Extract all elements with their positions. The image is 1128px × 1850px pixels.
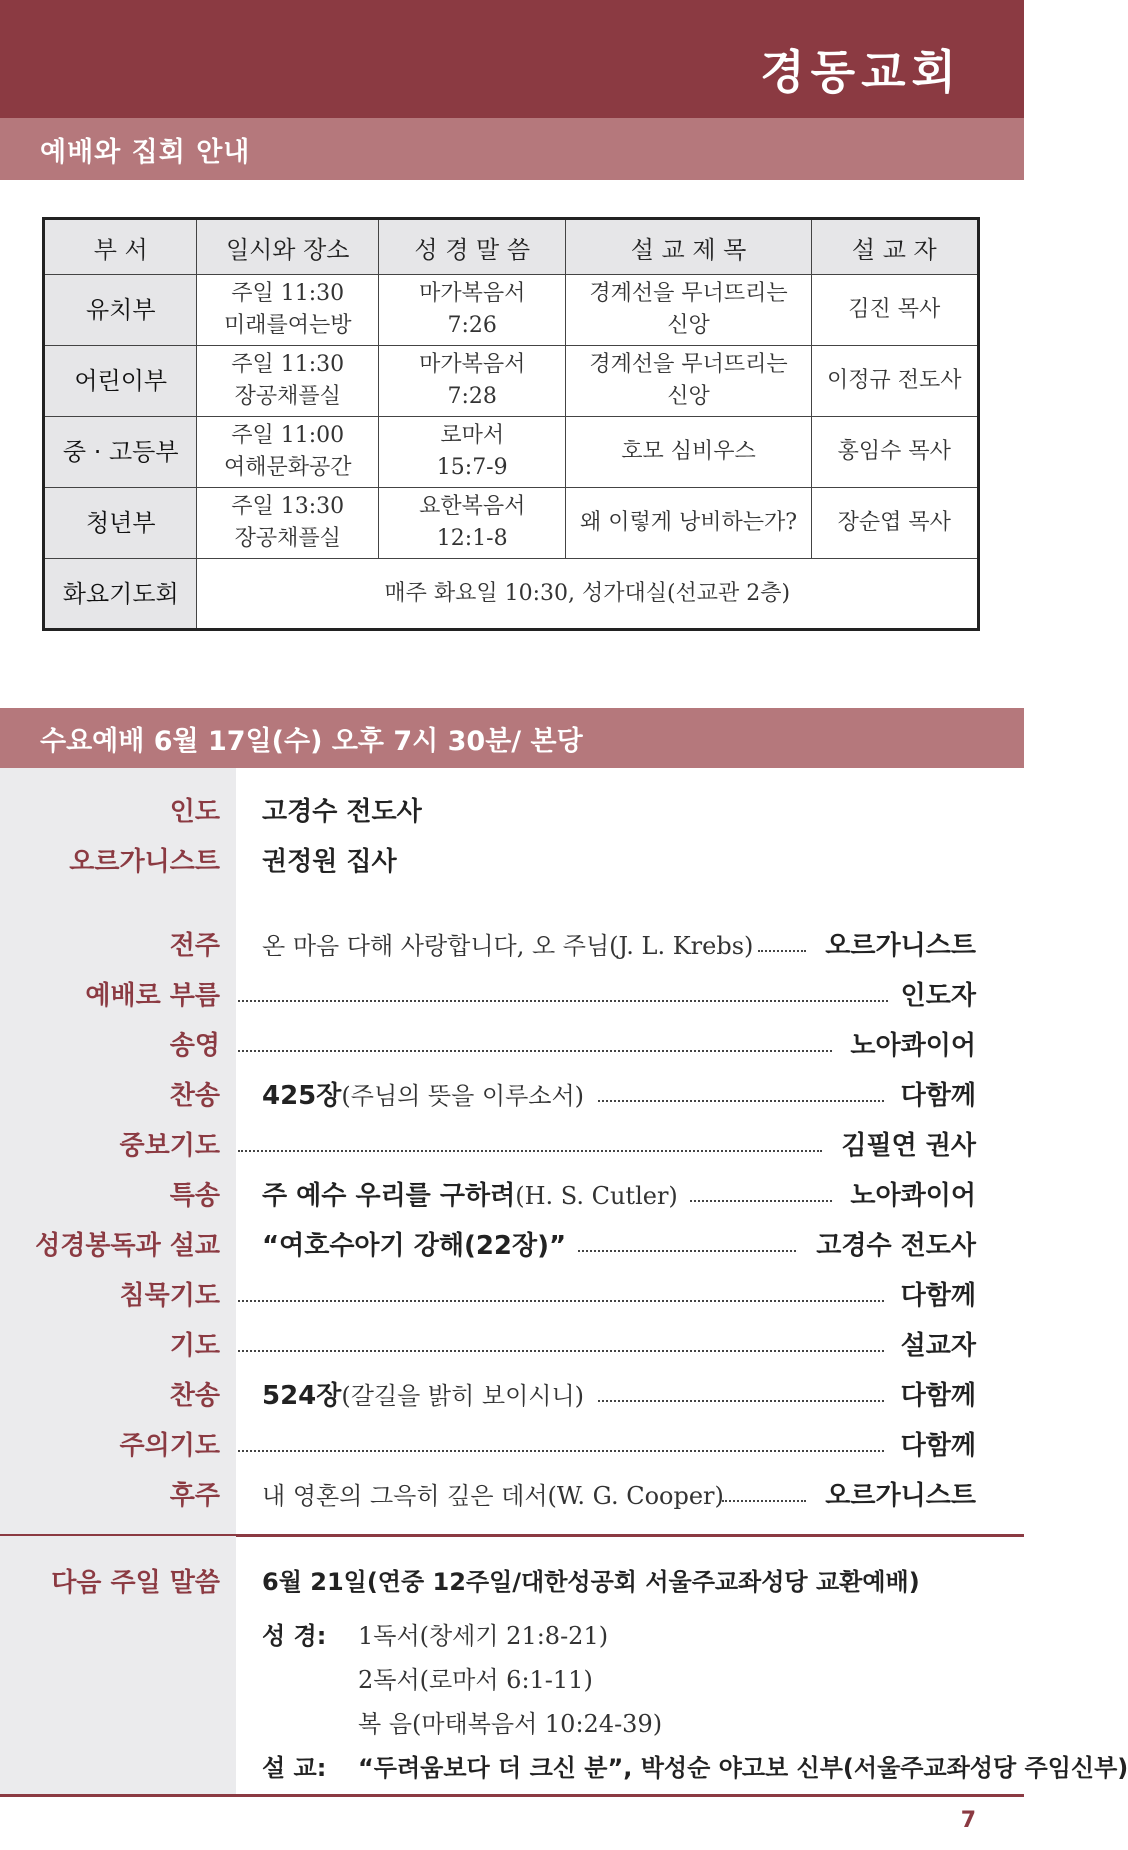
row-performer: 다함께 [900, 1081, 976, 1111]
next-week-label: 다음 주일 말씀 [51, 1568, 220, 1598]
service-row [0, 976, 1024, 1016]
row-label: 침묵기도 [119, 1281, 220, 1311]
row-content: 권정원 집사 [262, 847, 397, 877]
row-content: 온 마음 다해 사랑합니다, 오 주님(J. L. Krebs) [262, 932, 754, 960]
scripture-cell: 마가복음서 7:28 [378, 346, 565, 417]
dept-cell: 유치부 [44, 275, 197, 346]
row-performer: 노아콰이어 [850, 1031, 976, 1061]
table-row-prayer [44, 559, 979, 630]
dot-leader [238, 1450, 884, 1452]
row-content: 고경수 전도사 [262, 797, 422, 827]
service-order [0, 768, 1024, 1536]
time-cell: 주일 11:30 장공채플실 [197, 346, 379, 417]
row-performer: 설교자 [900, 1331, 976, 1361]
row-performer: 인도자 [900, 981, 976, 1011]
col-header-preacher: 설 교 자 [811, 219, 978, 275]
row-performer: 오르가니스트 [825, 1481, 976, 1511]
service-row [0, 1176, 1024, 1216]
service-row [0, 926, 1024, 966]
dot-leader [690, 1200, 832, 1202]
row-label: 성경봉독과 설교 [35, 1231, 220, 1261]
dot-leader [238, 1300, 884, 1302]
dot-leader [238, 1000, 888, 1002]
scripture-cell: 로마서 15:7-9 [378, 417, 565, 488]
section-title-wednesday: 수요예배 6월 17일(수) 오후 7시 30분/ 본당 [0, 708, 1024, 768]
row-performer: 다함께 [900, 1381, 976, 1411]
dot-leader [578, 1250, 796, 1252]
next-week-scripture: 성 경: 1독서(창세기 21:8-21) [262, 1622, 609, 1650]
service-row-organist [0, 842, 1024, 882]
service-row [0, 1326, 1024, 1366]
row-label: 예배로 부름 [85, 981, 220, 1011]
time-cell: 주일 13:30 장공채플실 [197, 488, 379, 559]
service-row [0, 1076, 1024, 1116]
service-row-leader [0, 792, 1024, 832]
col-header-dept: 부 서 [44, 219, 197, 275]
dot-leader [238, 1350, 884, 1352]
time-cell: 주일 11:30 미래를여는방 [197, 275, 379, 346]
dept-cell: 화요기도회 [44, 559, 197, 630]
service-row [0, 1126, 1024, 1166]
page-number: 7 [960, 1808, 976, 1833]
row-content: 524장(갈길을 밝히 보이시니) [262, 1381, 585, 1411]
next-week-sermon: 설 교: “두려움보다 더 크신 분”, 박성순 야고보 신부(서울주교좌성당 주임신부) [262, 1754, 1128, 1782]
schedule-table [42, 217, 980, 631]
dot-leader [238, 1050, 832, 1052]
title-cell: 왜 이렇게 낭비하는가? [566, 488, 811, 559]
page-header [0, 0, 1024, 118]
row-label: 인도 [169, 797, 220, 827]
table-header-row [44, 219, 979, 275]
preacher-cell: 김진 목사 [811, 275, 978, 346]
row-label: 후주 [169, 1481, 220, 1511]
row-label: 주의기도 [119, 1431, 220, 1461]
dot-leader [238, 1150, 822, 1152]
next-week-date: 6월 21일(연중 12주일/대한성공회 서울주교좌성당 교환예배) [262, 1568, 920, 1596]
dot-leader [598, 1400, 884, 1402]
dept-cell: 어린이부 [44, 346, 197, 417]
dot-leader [758, 950, 806, 952]
col-header-title: 설 교 제 목 [566, 219, 811, 275]
row-performer: 고경수 전도사 [816, 1231, 976, 1261]
next-week-reading: 2독서(로마서 6:1-11) [358, 1666, 593, 1694]
row-label: 전주 [169, 931, 220, 961]
title-cell: 경계선을 무너뜨리는 신앙 [566, 275, 811, 346]
prayer-info-cell: 매주 화요일 10:30, 성가대실(선교관 2층) [197, 559, 979, 630]
preacher-cell: 이정규 전도사 [811, 346, 978, 417]
next-week-reading: 복 음(마태복음서 10:24-39) [358, 1710, 663, 1738]
time-cell: 주일 11:00 여해문화공간 [197, 417, 379, 488]
table-row [44, 346, 979, 417]
row-performer: 다함께 [900, 1281, 976, 1311]
service-row [0, 1476, 1024, 1516]
col-header-scripture: 성 경 말 씀 [378, 219, 565, 275]
col-header-time: 일시와 장소 [197, 219, 379, 275]
row-label: 중보기도 [119, 1131, 220, 1161]
row-performer: 다함께 [900, 1431, 976, 1461]
next-week-section [0, 1536, 1128, 1794]
row-label: 기도 [169, 1331, 220, 1361]
section-title-schedule: 예배와 집회 안내 [0, 118, 1024, 180]
dept-cell: 청년부 [44, 488, 197, 559]
scripture-cell: 마가복음서 7:26 [378, 275, 565, 346]
row-label: 찬송 [169, 1381, 220, 1411]
row-content: 주 예수 우리를 구하려(H. S. Cutler) [262, 1181, 678, 1211]
row-content: “여호수아기 강해(22장)” [262, 1231, 567, 1261]
row-label: 찬송 [169, 1081, 220, 1111]
table-row [44, 275, 979, 346]
service-row [0, 1226, 1024, 1266]
church-name: 경동교회 [760, 45, 962, 99]
scripture-cell: 요한복음서 12:1-8 [378, 488, 565, 559]
service-row [0, 1276, 1024, 1316]
service-row [0, 1376, 1024, 1416]
row-label: 특송 [169, 1181, 220, 1211]
row-performer: 노아콰이어 [850, 1181, 976, 1211]
row-label: 송영 [169, 1031, 220, 1061]
row-content: 425장(주님의 뜻을 이루소서) [262, 1081, 585, 1111]
bottom-divider [0, 1794, 1024, 1797]
title-cell: 경계선을 무너뜨리는 신앙 [566, 346, 811, 417]
dot-leader [722, 1500, 806, 1502]
preacher-cell: 장순엽 목사 [811, 488, 978, 559]
row-content: 내 영혼의 그윽히 깊은 데서(W. G. Cooper) [262, 1482, 724, 1510]
row-performer: 김필연 권사 [841, 1131, 976, 1161]
preacher-cell: 홍임수 목사 [811, 417, 978, 488]
service-row [0, 1026, 1024, 1066]
table-row [44, 488, 979, 559]
dot-leader [598, 1100, 884, 1102]
table-row [44, 417, 979, 488]
service-row [0, 1426, 1024, 1466]
title-cell: 호모 심비우스 [566, 417, 811, 488]
row-label: 오르가니스트 [69, 847, 220, 877]
dept-cell: 중 · 고등부 [44, 417, 197, 488]
row-performer: 오르가니스트 [825, 931, 976, 961]
